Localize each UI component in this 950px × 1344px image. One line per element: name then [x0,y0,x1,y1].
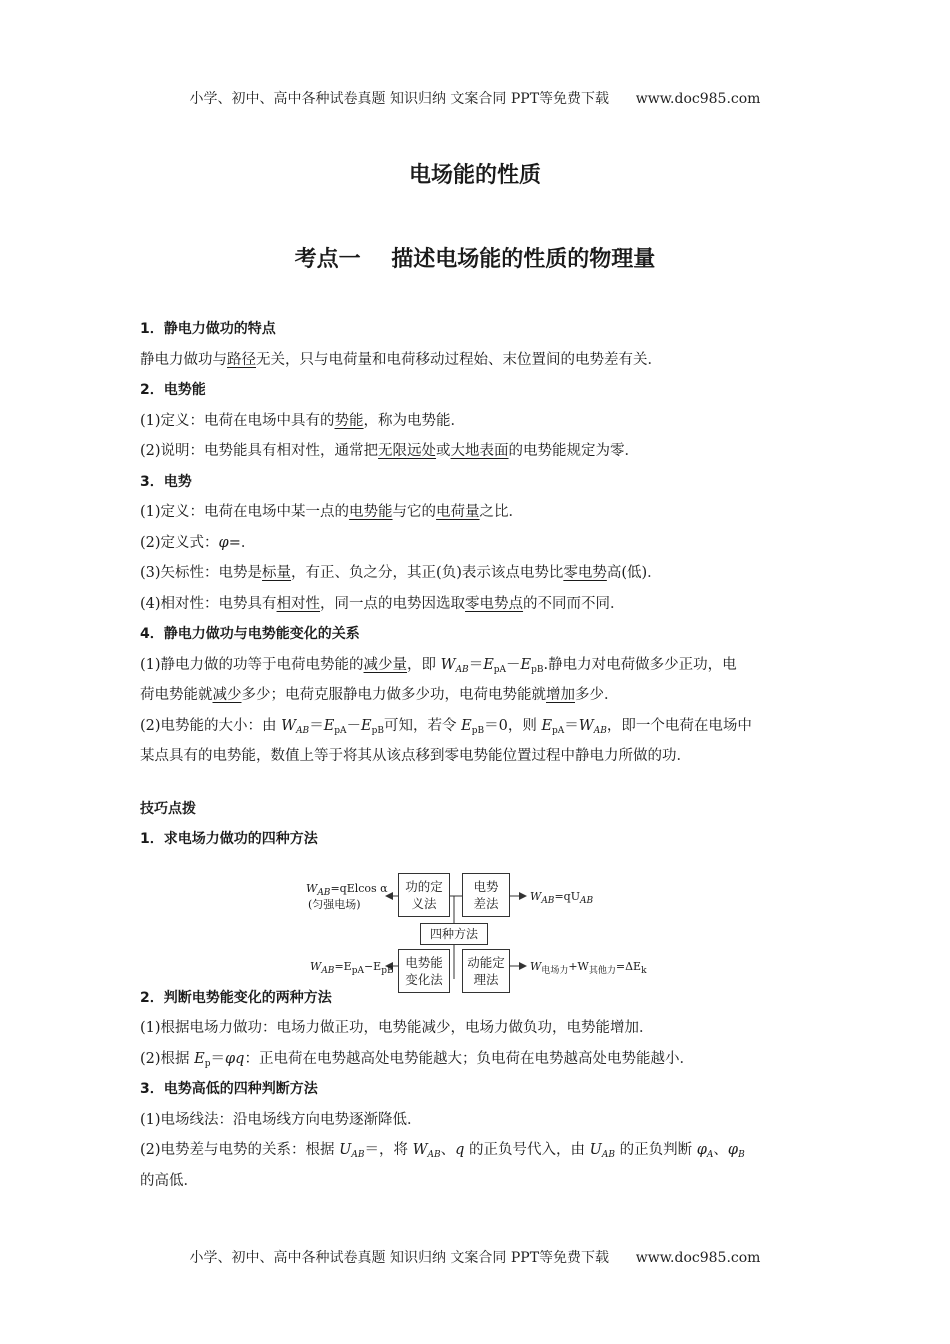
paragraph: (1)根据电场力做功：电场力做正功，电势能减少，电场力做负功，电势能增加． [140,1020,654,1036]
paragraph: (2)电势差与电势的关系：根据 $U_{AB}=$，将 $W_{AB}$、q 的正负号代入，由 $U_{AB}$ 的正负判断 $\varphi_A$、$\varphi_B$ [140,1142,745,1160]
heading-1: 1．静电力做功的特点 [140,321,276,337]
paragraph: (1)定义：电荷在电场中具有的势能，称为电势能． [140,412,466,429]
paragraph: 的高低． [140,1172,198,1189]
four-methods-diagram [140,859,812,987]
section-title: 考点一 描述电场能的性质的物理量 [294,247,656,272]
paragraph: 静电力做功与路径无关，只与电荷量和电荷移动过程始、末位置间的电势差有关． [140,351,662,368]
formula-definition: $W_{AB}=qElcos$ α [306,881,388,898]
heading-4: 4．静电力做功与电势能变化的关系 [140,626,360,642]
paragraph: 某点具有的电势能，数值上等于将其从该点移到零电势能位置过程中静电力所做的功． [140,748,691,764]
kinetic-energy-theorem-method-box: 动能定 理法 [462,949,510,993]
paragraph: 荷电势能就减少多少；电荷克服静电力做多少功，电荷电势能就增加多少． [140,687,619,703]
main-content [140,314,812,1196]
document-title: 电场能的性质 [408,163,541,188]
heading-2: 2．电势能 [140,382,206,398]
paragraph: (2)根据 $E_p=\varphi q$：正电荷在电势越高处电势能越大；负电荷在电势越高处电势能越小． [140,1050,694,1069]
heading-3: 3．电势 [140,473,192,490]
paragraph: (1)定义：电荷在电场中某一点的电势能与它的电荷量之比． [140,504,524,520]
tips-heading-1: 1．求电场力做功的四种方法 [140,831,318,847]
potential-energy-change-method-box: 电势能 变化法 [398,949,450,993]
paragraph: (1)电场线法：沿电场线方向电势逐渐降低． [140,1111,422,1128]
formula-kinetic-energy-theorem: $W_{电场力}+W_{其他力}=\Delta E_k$ [530,959,647,976]
four-methods-center-box: 四种方法 [420,923,488,945]
formula-uniform-field-note: (匀强电场) [308,897,361,911]
tips-heading-3: 3．电势高低的四种判断方法 [140,1081,318,1097]
paragraph: (1)静电力做的功等于电荷电势能的减少量，即 $W_{AB}=E_{pA}-E_{pB}$.静电力对电荷做多少正功，电 [140,656,737,675]
page-footer: 小学、初中、高中各种试卷真题 知识归纳 文案合同 PPT等免费下载 www.doc985.com [189,1250,761,1266]
paragraph: (2)电势能的大小：由 $W_{AB}=E_{pA}-E_{pB}$可知，若令 $E_{pB}=0$，则 $E_{pA}=W_{AB}$，即一个电荷在电场中 [140,717,752,736]
tips-heading: 技巧点拨 [140,800,196,817]
tips-heading-2: 2．判断电势能变化的两种方法 [140,989,332,1006]
paragraph: (3)矢标性：电势是标量，有正、负之分，其正(负)表示该点电势比零电势高(低)． [140,565,662,581]
paragraph: (2)说明：电势能具有相对性，通常把无限远处或大地表面的电势能规定为零． [140,443,640,459]
page-header: 小学、初中、高中各种试卷真题 知识归纳 文案合同 PPT等免费下载 www.doc985.com [189,91,761,107]
definition-method-box: 功的定 义法 [398,873,450,917]
formula-potential-difference: $W_{AB}=qU_{AB}$ [530,889,594,906]
potential-difference-method-box: 电势 差法 [462,873,510,917]
formula-potential-energy-change: $W_{AB}=E_{pA}-E_{pB}$ [310,959,394,976]
paragraph: (2)定义式：φ=． [140,534,256,551]
paragraph: (4)相对性：电势具有相对性，同一点的电势因选取零电势点的不同而不同． [140,595,625,612]
